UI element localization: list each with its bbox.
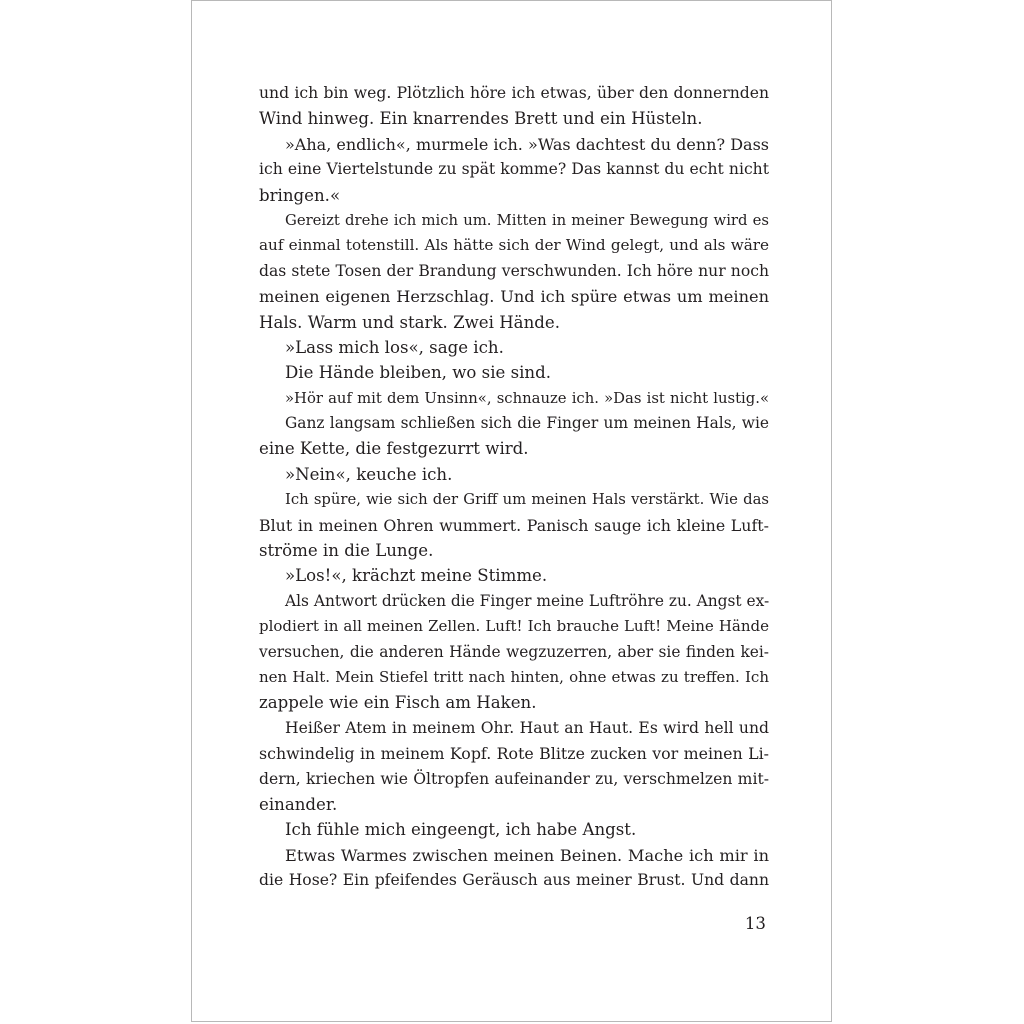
text-line: nen Halt. Mein Stiefel tritt nach hinten, ohne etwas zu treffen. Ich <box>259 667 769 686</box>
text-line: plodiert in all meinen Zellen. Luft! Ich brauche Luft! Meine Hände <box>259 617 769 636</box>
text-line: die Hose? Ein pfeifendes Geräusch aus meiner Brust. Und dann <box>259 871 769 890</box>
page-number: 13 <box>744 914 766 933</box>
text-line: bringen.« <box>259 185 341 205</box>
text-line: Als Antwort drücken die Finger meine Luftröhre zu. Angst ex- <box>285 591 770 610</box>
text-line: »Hör auf mit dem Unsinn«, schnauze ich. »Das ist nicht lustig.« <box>285 389 769 407</box>
body-text <box>259 81 769 894</box>
text-line: Heißer Atem in meinem Ohr. Haut an Haut. Es wird hell und <box>285 718 769 737</box>
text-line: »Lass mich los«, sage ich. <box>285 337 504 357</box>
text-line: versuchen, die anderen Hände wegzuzerren, aber sie finden kei- <box>259 642 769 661</box>
text-line: Gereizt drehe ich mich um. Mitten in meiner Bewegung wird es <box>285 211 769 229</box>
text-line: Blut in meinen Ohren wummert. Panisch sauge ich kleine Luft- <box>259 515 769 535</box>
text-line: »Aha, endlich«, murmele ich. »Was dachtest du denn? Dass <box>285 134 769 154</box>
text-line: Ich fühle mich eingeengt, ich habe Angst. <box>285 820 637 840</box>
text-line: Ich spüre, wie sich der Griff um meinen Hals verstärkt. Wie das <box>285 491 769 509</box>
text-line: schwindelig in meinem Kopf. Rote Blitze zucken vor meinen Li- <box>259 744 769 764</box>
text-line: »Los!«, krächzt meine Stimme. <box>285 566 548 586</box>
text-line: Ganz langsam schließen sich die Finger um meinen Hals, wie <box>285 414 769 433</box>
text-line: ich eine Viertelstunde zu spät komme? Das kannst du echt nicht <box>259 160 769 179</box>
text-line: dern, kriechen wie Öltropfen aufeinander zu, verschmelzen mit- <box>259 769 769 788</box>
book-page <box>191 0 832 1022</box>
text-line: das stete Tosen der Brandung verschwunden. Ich höre nur noch <box>259 261 769 280</box>
text-line: Wind hinweg. Ein knarrendes Brett und ein Hüsteln. <box>259 109 703 129</box>
text-line: Etwas Warmes zwischen meinen Beinen. Mache ich mir in <box>285 845 769 865</box>
text-line: Hals. Warm und stark. Zwei Hände. <box>259 312 560 332</box>
text-line: auf einmal totenstill. Als hätte sich der Wind gelegt, und als wäre <box>259 236 769 255</box>
text-line: einander. <box>259 794 338 814</box>
text-line: ströme in die Lunge. <box>259 541 434 561</box>
text-line: eine Kette, die festgezurrt wird. <box>259 439 529 459</box>
text-line: meinen eigenen Herzschlag. Und ich spüre etwas um meinen <box>259 287 769 307</box>
text-line: und ich bin weg. Plötzlich höre ich etwas, über den donnernden <box>259 84 769 102</box>
text-line: zappele wie ein Fisch am Haken. <box>259 693 537 713</box>
text-line: »Nein«, keuche ich. <box>285 464 453 484</box>
text-line: Die Hände bleiben, wo sie sind. <box>285 363 552 383</box>
